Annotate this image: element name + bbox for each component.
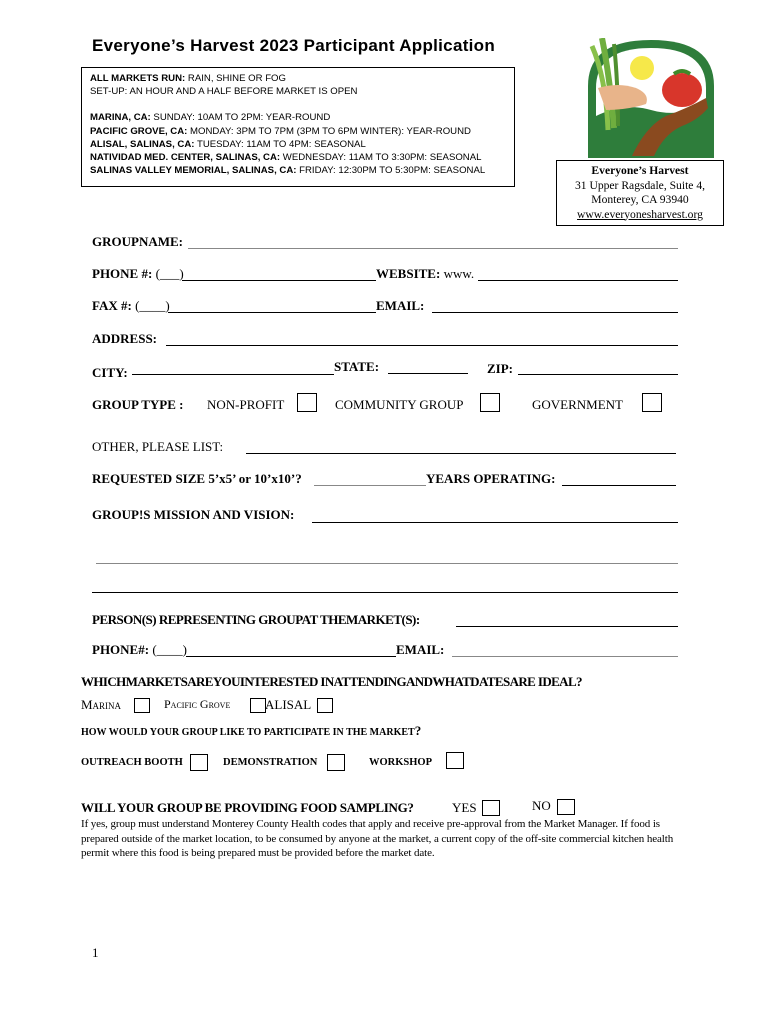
nonprofit-checkbox[interactable]	[297, 393, 317, 412]
phone-label: PHONE #: (___)	[92, 266, 184, 281]
fax-label: FAX #: (____)	[92, 298, 170, 313]
persons-field[interactable]	[456, 626, 678, 627]
page-number: 1	[92, 945, 99, 960]
website-label: WEBSITE: www.	[376, 266, 475, 281]
website-field[interactable]	[478, 280, 678, 281]
years-operating-field[interactable]	[562, 485, 676, 486]
organization-website-link[interactable]: www.everyonesharvest.org	[577, 207, 703, 221]
sampling-note: If yes, group must understand Monterey County Health codes that apply and receive pre-approval from the Market Manager. If food is prepared outside of the market location, to be consumed by anyone at the market, a current copy of the off-site commercial kitchen health permit where this food is being prepared must be provided before the market date.	[81, 818, 674, 859]
fax-field[interactable]	[168, 312, 376, 313]
sampling-no-label: NO	[532, 798, 551, 813]
groupname-label: GROUPNAME:	[92, 234, 183, 249]
alisal-label: ALISAL	[265, 697, 312, 712]
phone2-label: PHONE#: (____)	[92, 642, 187, 657]
phone-field[interactable]	[182, 280, 376, 281]
participate-question: HOW WOULD YOUR GROUP LIKE TO PARTICIPATE IN THE MARKET?	[81, 723, 422, 738]
community-group-label: COMMUNITY GROUP	[335, 397, 464, 412]
city-label: CITY:	[92, 365, 128, 380]
requested-size-label: REQUESTED SIZE 5’x5’ or 10’x10’?	[92, 471, 302, 486]
mission-field-line-2[interactable]	[96, 563, 678, 564]
years-operating-label: YEARS OPERATING:	[426, 471, 556, 486]
sampling-question: WILL YOUR GROUP BE PROVIDING FOOD SAMPLING?	[81, 800, 414, 815]
sampling-yes-label: YES	[452, 800, 477, 815]
workshop-checkbox[interactable]	[446, 752, 464, 769]
demonstration-label: DEMONSTRATION	[223, 757, 318, 768]
persons-label: PERSON(S) REPRESENTING GROUPAT THEMARKET(S):	[92, 612, 420, 627]
zip-label: ZIP:	[487, 361, 513, 376]
pacific-grove-checkbox[interactable]	[250, 698, 266, 713]
markets-question: WHICHMARKETSAREYOUINTERESTED INATTENDINGANDWHATDATESARE IDEAL?	[81, 674, 582, 689]
other-field[interactable]	[246, 453, 676, 454]
hours-line-all-markets: ALL MARKETS RUN: RAIN, SHINE OR FOG	[90, 73, 286, 84]
organization-address-box	[556, 160, 724, 226]
outreach-booth-checkbox[interactable]	[190, 754, 208, 771]
hours-line-marina: MARINA, CA: SUNDAY: 10AM TO 2PM: YEAR-ROUND	[90, 112, 331, 124]
sampling-yes-checkbox[interactable]	[482, 800, 500, 816]
hours-line-setup: SET-UP: AN HOUR AND A HALF BEFORE MARKET IS OPEN	[90, 86, 358, 98]
page-title: Everyone’s Harvest 2023 Participant Application	[92, 36, 496, 55]
mission-field-line-1[interactable]	[312, 522, 678, 523]
workshop-label: WORKSHOP	[369, 757, 433, 768]
nonprofit-label: NON-PROFIT	[207, 397, 285, 412]
government-checkbox[interactable]	[642, 393, 662, 412]
state-label: STATE:	[334, 359, 380, 374]
other-label: OTHER, PLEASE LIST:	[92, 439, 224, 454]
demonstration-checkbox[interactable]	[327, 754, 345, 771]
group-type-label: GROUP TYPE :	[92, 397, 184, 412]
government-label: GOVERNMENT	[532, 397, 623, 412]
phone2-field[interactable]	[186, 656, 396, 657]
zip-field[interactable]	[518, 374, 678, 375]
email-field[interactable]	[432, 312, 678, 313]
groupname-field[interactable]	[188, 248, 678, 249]
marina-checkbox[interactable]	[134, 698, 150, 713]
mission-field-line-3[interactable]	[92, 592, 678, 593]
market-hours-box	[81, 67, 515, 187]
hours-line-salinas-valley: SALINAS VALLEY MEMORIAL, SALINAS, CA: FRIDAY: 12:30PM TO 5:30PM: SEASONAL	[90, 165, 486, 177]
marina-label: Marina	[81, 697, 122, 712]
sampling-no-checkbox[interactable]	[557, 799, 575, 815]
email2-label: EMAIL:	[396, 642, 445, 657]
organization-city: Monterey, CA 93940	[591, 193, 689, 206]
address-label: ADDRESS:	[92, 331, 158, 346]
outreach-booth-label: OUTREACH BOOTH	[81, 757, 183, 768]
alisal-checkbox[interactable]	[317, 698, 333, 713]
hours-line-natividad: NATIVIDAD MED. CENTER, SALINAS, CA: WEDNESDAY: 11AM TO 3:30PM: SEASONAL	[90, 152, 482, 164]
mission-label: GROUP!S MISSION AND VISION:	[92, 507, 295, 522]
hours-line-alisal: ALISAL, SALINAS, CA: TUESDAY: 11AM TO 4PM: SEASONAL	[90, 138, 366, 150]
hours-line-pacific-grove: PACIFIC GROVE, CA: MONDAY: 3PM TO 7PM (3PM TO 6PM WINTER): YEAR-ROUND	[90, 125, 471, 137]
email-label: EMAIL:	[376, 298, 425, 313]
everyones-harvest-logo	[584, 38, 718, 158]
requested-size-field[interactable]	[314, 485, 426, 486]
pacific-grove-label: Pacific Grove	[164, 697, 231, 711]
state-field[interactable]	[388, 373, 468, 374]
organization-name: Everyone’s Harvest	[591, 164, 689, 177]
organization-street: 31 Upper Ragsdale, Suite 4,	[574, 178, 706, 192]
email2-field[interactable]	[452, 656, 678, 657]
address-field[interactable]	[166, 345, 678, 346]
city-field[interactable]	[132, 374, 334, 375]
community-group-checkbox[interactable]	[480, 393, 500, 412]
